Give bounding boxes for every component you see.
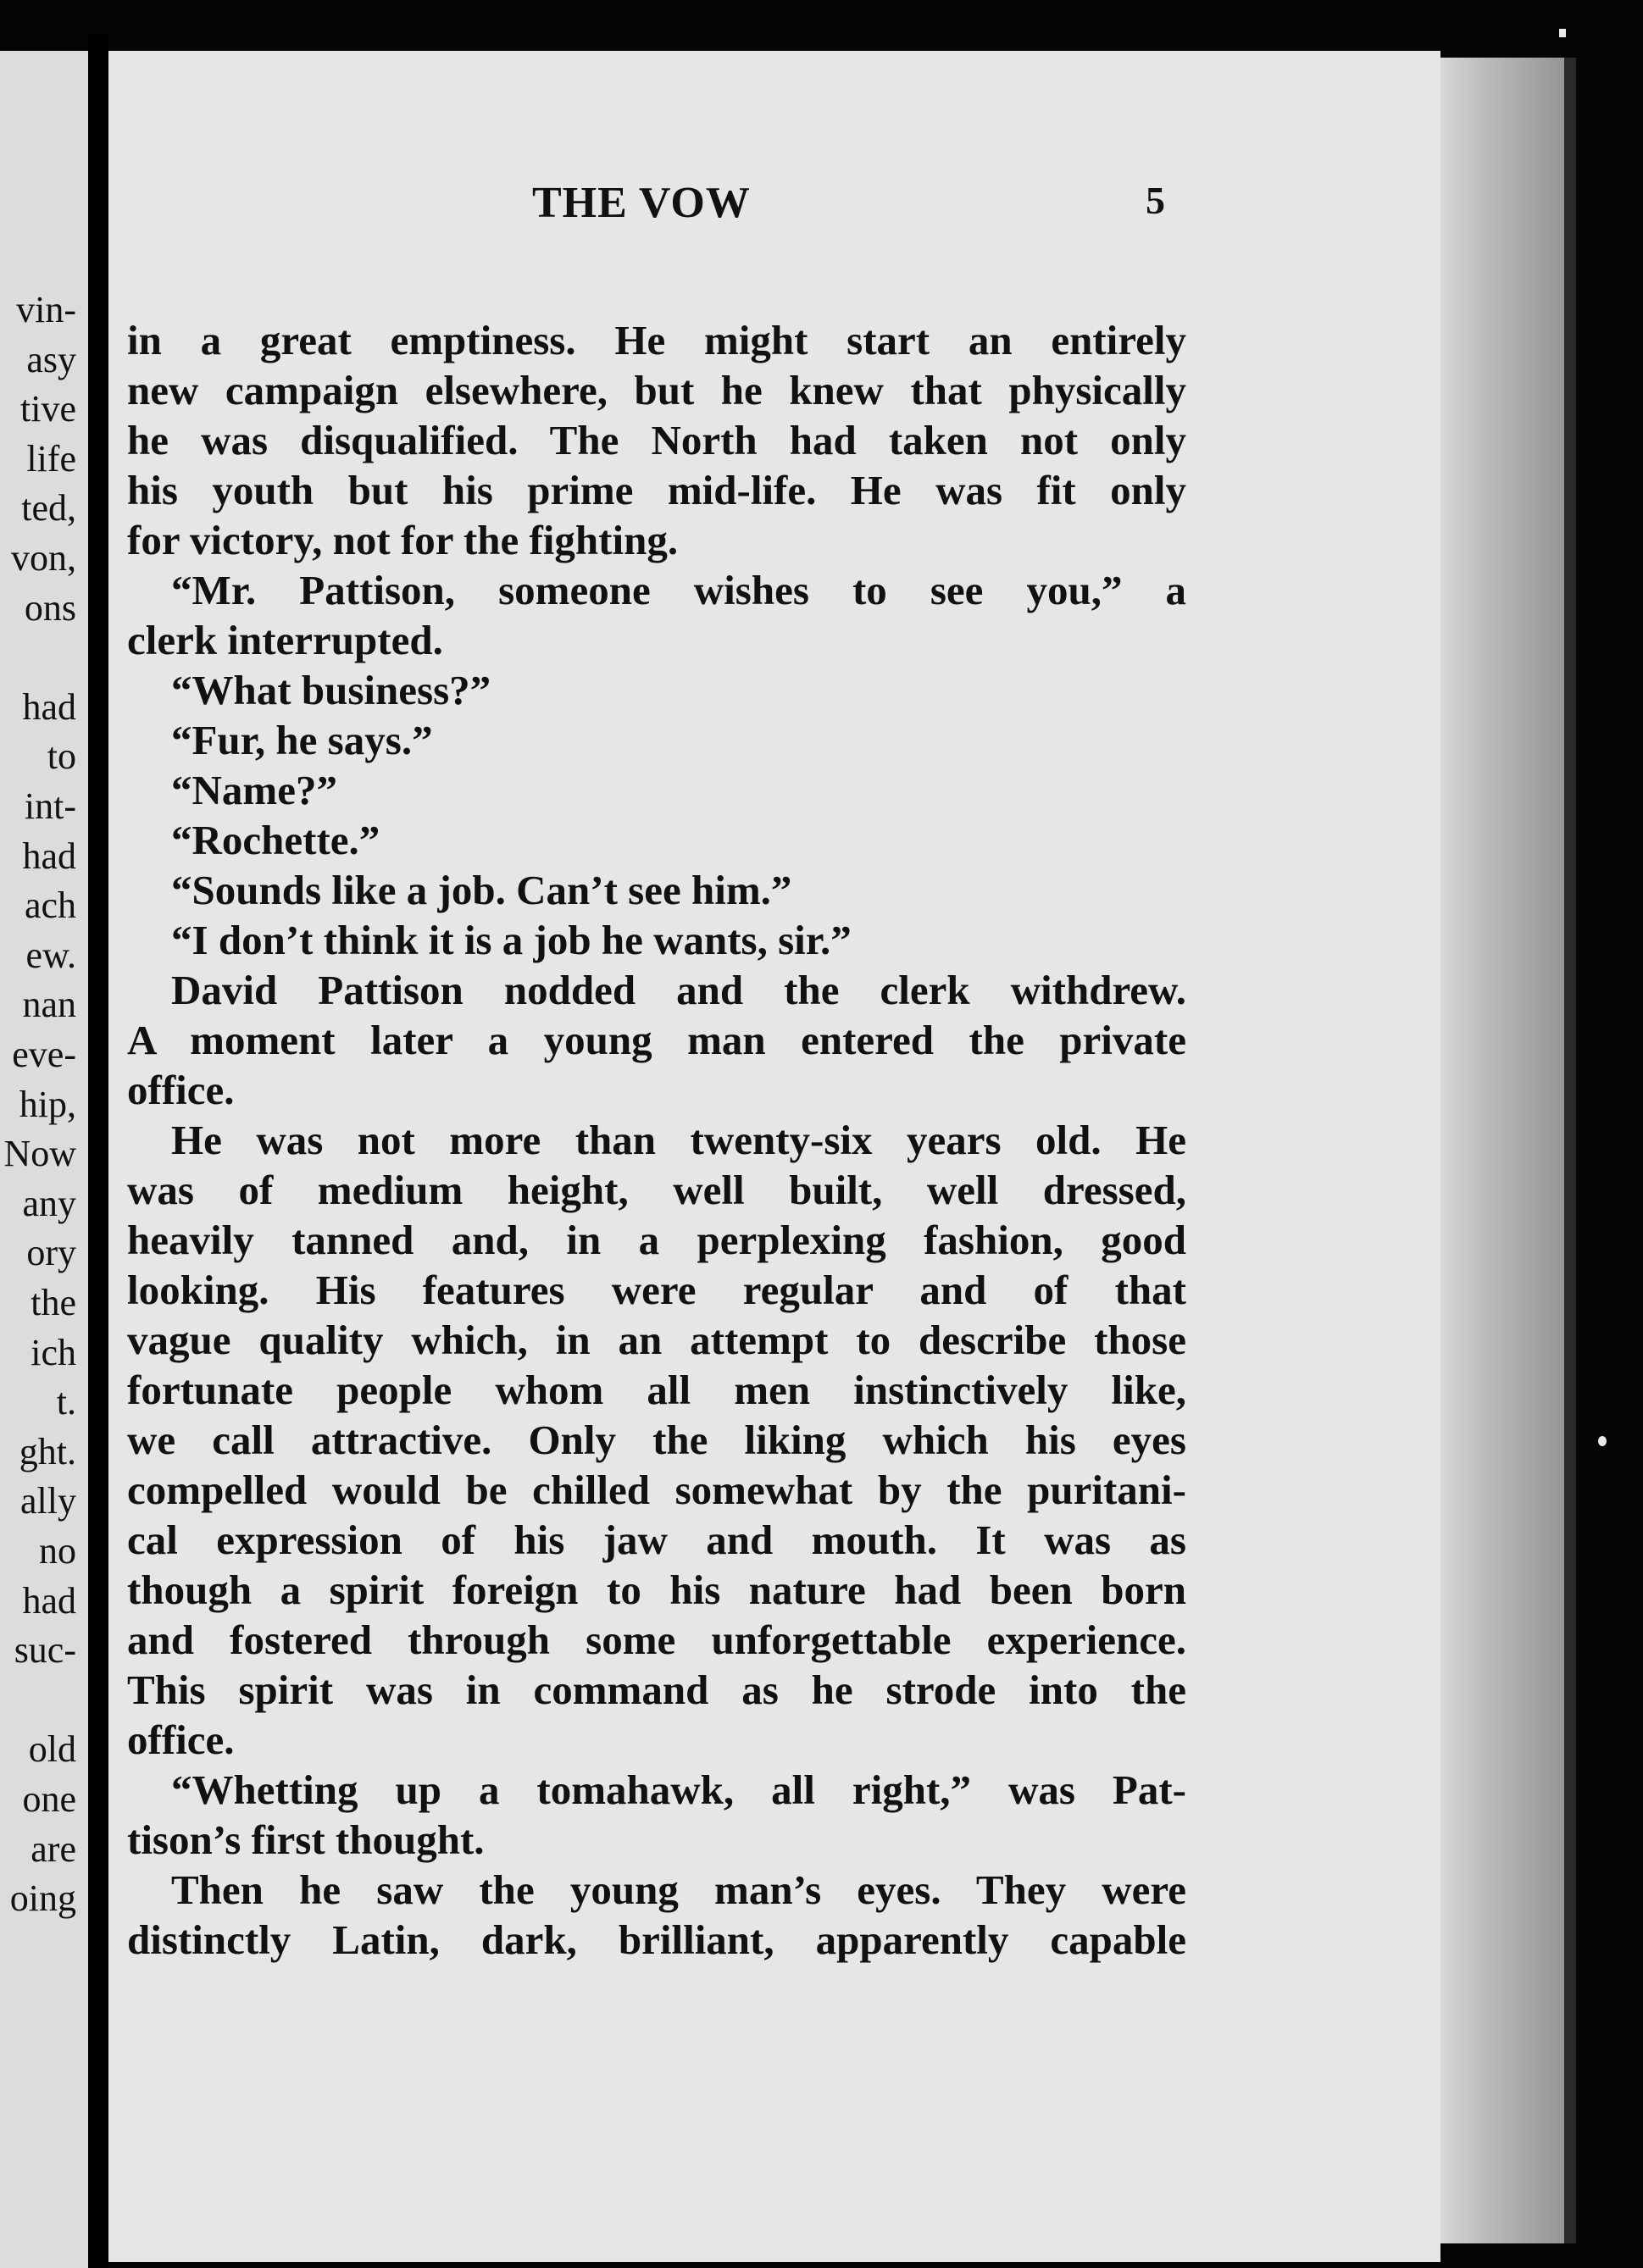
text-line: compelled would be chilled somewhat by the puritani- [127,1467,1186,1513]
text-line: “What business?” [171,667,491,713]
left-page-text-fragment: int- [24,785,76,827]
text-line: “Mr. Pattison, someone wishes to see you,” a [171,567,1186,613]
left-page-text-fragment: Now [3,1133,76,1175]
left-page-text-fragment: had [22,835,76,877]
left-page-text-fragment: suc- [14,1629,76,1672]
left-page-text-fragment: ory [26,1232,76,1274]
left-page-text-fragment: to [47,735,76,778]
text-line: though a spirit foreign to his nature had been born [127,1567,1186,1613]
text-line: “Name?” [171,767,337,813]
scan-speck [1598,1436,1607,1446]
left-page-text-fragment: ew. [25,934,76,976]
text-line: office. [127,1067,235,1113]
text-line: fortunate people whom all men instinctively like, [127,1367,1186,1413]
running-head-title: THE VOW [532,179,751,227]
left-page-text-fragment: tive [20,388,76,430]
left-page-text-fragment: ich [31,1331,76,1373]
running-head [108,178,1440,229]
text-line: “Rochette.” [171,817,380,863]
text-line: “Sounds like a job. Can’t see him.” [171,867,792,913]
left-page-text-fragment: ght. [19,1430,76,1472]
text-line: cal expression of his jaw and mouth. It was as [127,1517,1186,1563]
left-page-text-fragment: ach [24,884,76,927]
text-line: was of medium height, well built, well dressed, [127,1167,1186,1213]
text-line: heavily tanned and, in a perplexing fashion, good [127,1217,1186,1263]
text-line: David Pattison nodded and the clerk withdrew. [171,967,1186,1013]
left-facing-page [0,51,88,2268]
left-page-text-fragment: nan [22,984,76,1026]
left-page-text-fragment: von, [11,537,76,579]
book-page [108,51,1440,2262]
left-page-text-fragment: vin- [16,289,76,330]
left-page-text-fragment: old [28,1728,76,1771]
scan-speck [1559,29,1566,37]
page-number: 5 [1146,179,1165,222]
text-line: He was not more than twenty-six years old. He [171,1117,1186,1163]
left-page-text-fragment: t. [56,1381,76,1423]
left-page-text-fragment: eve- [12,1034,76,1075]
text-line: Then he saw the young man’s eyes. They were [171,1866,1186,1913]
left-page-text-fragment: asy [26,338,76,380]
text-line: “I don’t think it is a job he wants, sir.” [171,917,852,963]
left-page-text-fragment: had [22,685,76,728]
text-line: and fostered through some unforgettable experience. [127,1616,1186,1663]
text-line: new campaign elsewhere, but he knew that physically [127,367,1186,413]
left-page-text-fragment: ally [20,1480,76,1522]
text-line: tison’s first thought. [127,1816,485,1863]
text-line: we call attractive. Only the liking which his eyes [127,1417,1186,1463]
left-page-text-fragment: had [22,1579,76,1622]
text-line: he was disqualified. The North had taken not only [127,417,1186,463]
text-line: “Fur, he says.” [171,717,433,763]
text-line: This spirit was in command as he strode into the [127,1666,1186,1713]
binding-gutter [88,34,108,2268]
left-page-text-fragment: the [31,1282,76,1323]
left-page-text-fragment: ons [24,586,76,629]
left-page-text-fragment: any [22,1182,76,1224]
text-line: A moment later a young man entered the private [127,1017,1186,1063]
text-line: office. [127,1716,235,1763]
left-page-text-fragment: life [26,437,76,480]
book-edge [1440,58,1576,2243]
text-line: vague quality which, in an attempt to describe those [127,1317,1186,1363]
text-line: in a great emptiness. He might start an entirely [127,317,1186,363]
left-page-text-fragment: ted, [21,487,76,530]
text-line: distinctly Latin, dark, brilliant, apparently capable [127,1916,1186,1963]
text-line: clerk interrupted. [127,617,443,663]
body-text [127,315,1186,1965]
left-page-text-fragment: are [31,1827,76,1870]
text-line: for victory, not for the fighting. [127,517,679,563]
text-line: looking. His features were regular and of that [127,1267,1186,1313]
left-page-text-fragment: oing [9,1877,76,1920]
left-page-text-fragment: no [39,1530,76,1572]
text-line: “Whetting up a tomahawk, all right,” was Pat- [171,1766,1186,1813]
text-line: his youth but his prime mid-life. He was fit only [127,467,1186,513]
left-page-text-fragment: hip, [19,1083,76,1125]
left-page-text-fragment: one [22,1778,76,1820]
